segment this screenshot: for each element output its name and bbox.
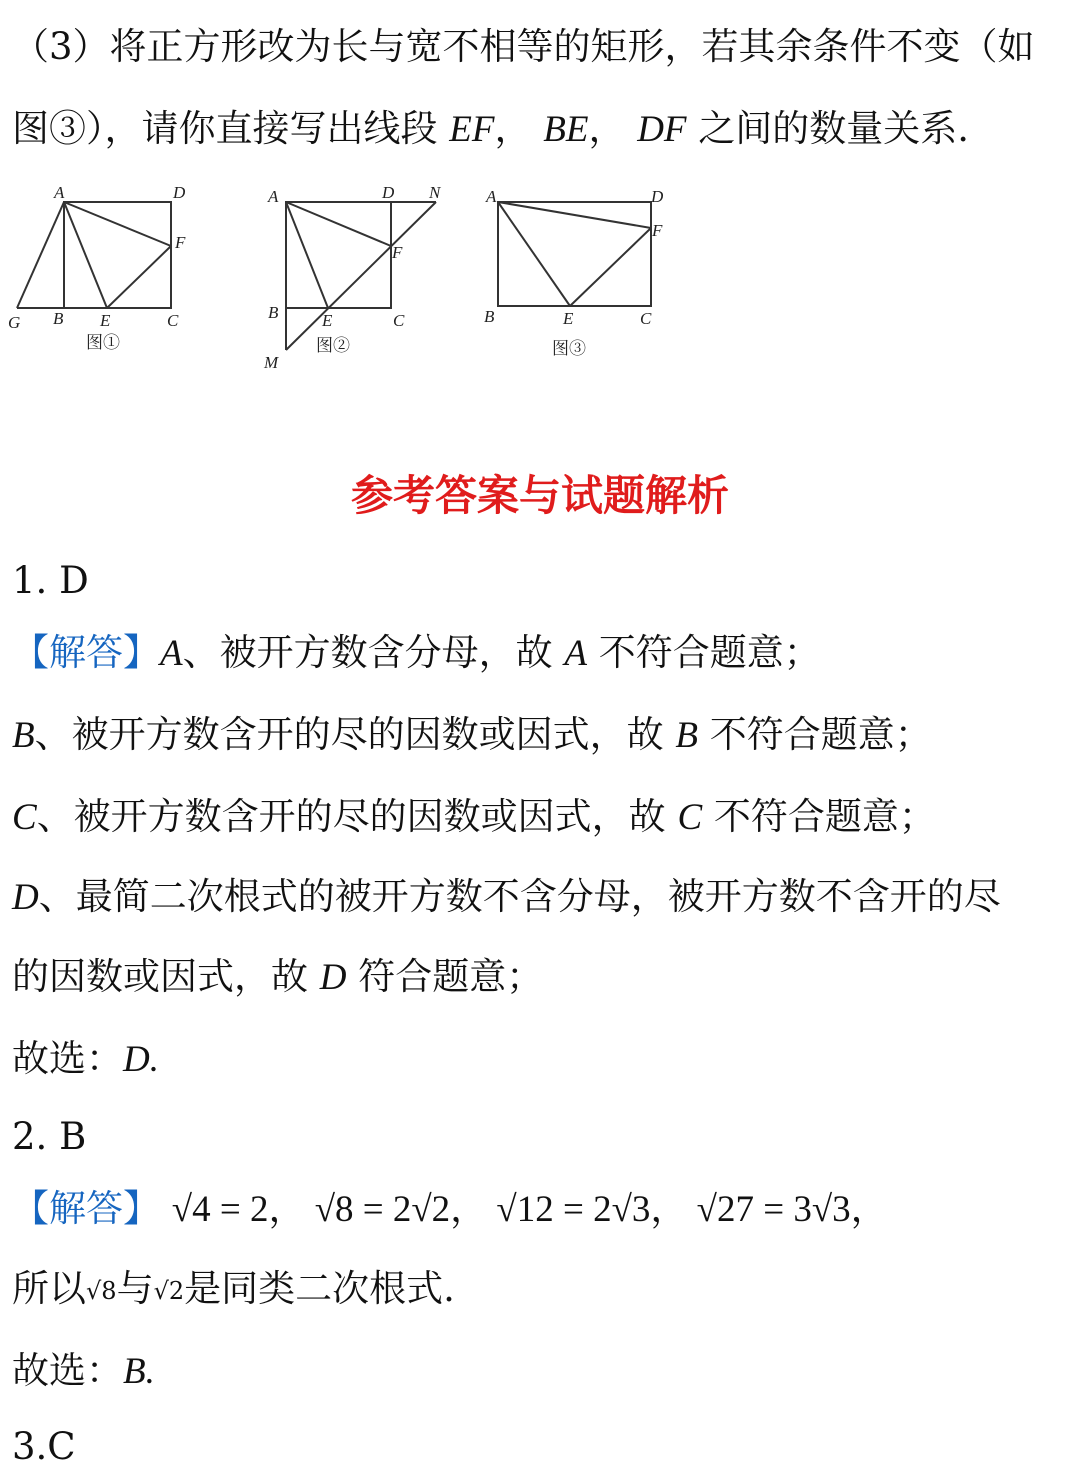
fig1-label-f: F bbox=[175, 233, 186, 252]
fig3-label-b: B bbox=[484, 307, 495, 326]
fig2-label-n: N bbox=[429, 183, 441, 202]
fig3-label-e: E bbox=[563, 309, 574, 328]
fig2-label-m: M bbox=[264, 353, 279, 372]
fig2-label-e: E bbox=[322, 311, 333, 330]
answer-tag: 【解答】 bbox=[12, 631, 160, 674]
question3-line2: 图③），请你直接写出线段 EF， BE， DF 之间的数量关系. bbox=[12, 107, 970, 150]
fig2-label-f: F bbox=[392, 243, 403, 262]
figure-3-diagram bbox=[498, 202, 651, 306]
geometry-figures bbox=[0, 178, 1080, 378]
segment-df: DF bbox=[637, 109, 687, 150]
q1-heading: 1. D bbox=[12, 559, 89, 602]
q3-heading: 3.C bbox=[12, 1425, 76, 1468]
answer-tag: 【解答】 bbox=[12, 1187, 160, 1230]
fig3-caption: 图③ bbox=[552, 339, 586, 358]
fig2-caption: 图② bbox=[316, 336, 350, 355]
fig2-label-c: C bbox=[393, 311, 405, 330]
q1-line4: D、最简二次根式的被开方数不含分母，被开方数不含开的尽 bbox=[12, 875, 1001, 918]
q2-equations: √4 = 2， √8 = 2√2， √12 = 2√3， √27 = 3√3， bbox=[171, 1189, 888, 1230]
figure-1-diagram bbox=[17, 202, 171, 308]
fig2-label-a: A bbox=[268, 187, 279, 206]
question3-line1: （3）将正方形改为长与宽不相等的矩形，若其余条件不变（如 bbox=[12, 25, 1035, 68]
figure-2-diagram bbox=[286, 202, 436, 350]
q2-line2: 所以√8与√2是同类二次根式. bbox=[12, 1267, 455, 1310]
q2-heading: 2. B bbox=[12, 1115, 87, 1158]
q1-choice: 故选：D. bbox=[12, 1037, 159, 1080]
fig3-label-d: D bbox=[651, 187, 664, 206]
fig1-label-e: E bbox=[100, 311, 111, 330]
fig3-label-f: F bbox=[652, 221, 663, 240]
q2-choice: 故选：B. bbox=[12, 1349, 155, 1392]
fig1-label-b: B bbox=[53, 309, 64, 328]
fig1-label-c: C bbox=[167, 311, 179, 330]
fig1-caption: 图① bbox=[86, 333, 120, 352]
fig2-label-b: B bbox=[268, 303, 279, 322]
q1-line5: 的因数或因式，故 D 符合题意； bbox=[12, 955, 544, 998]
fig1-label-d: D bbox=[173, 183, 186, 202]
fig3-label-a: A bbox=[486, 187, 497, 206]
fig2-label-d: D bbox=[382, 183, 395, 202]
q1-line3: C、被开方数含开的尽的因数或因式，故 C 不符合题意； bbox=[12, 795, 936, 838]
answers-title: 参考答案与试题解析 bbox=[350, 471, 729, 520]
fig1-label-a: A bbox=[54, 183, 65, 202]
fig3-label-c: C bbox=[640, 309, 652, 328]
q2-line1 bbox=[12, 1186, 1072, 1233]
q1-line2: B、被开方数含开的尽的因数或因式，故 B 不符合题意； bbox=[12, 713, 932, 756]
q1-line1: 【解答】A、被开方数含分母，故 A 不符合题意； bbox=[12, 631, 821, 674]
segment-ef: EF bbox=[449, 109, 495, 150]
segment-be: BE bbox=[543, 109, 589, 150]
fig1-label-g: G bbox=[8, 313, 21, 332]
